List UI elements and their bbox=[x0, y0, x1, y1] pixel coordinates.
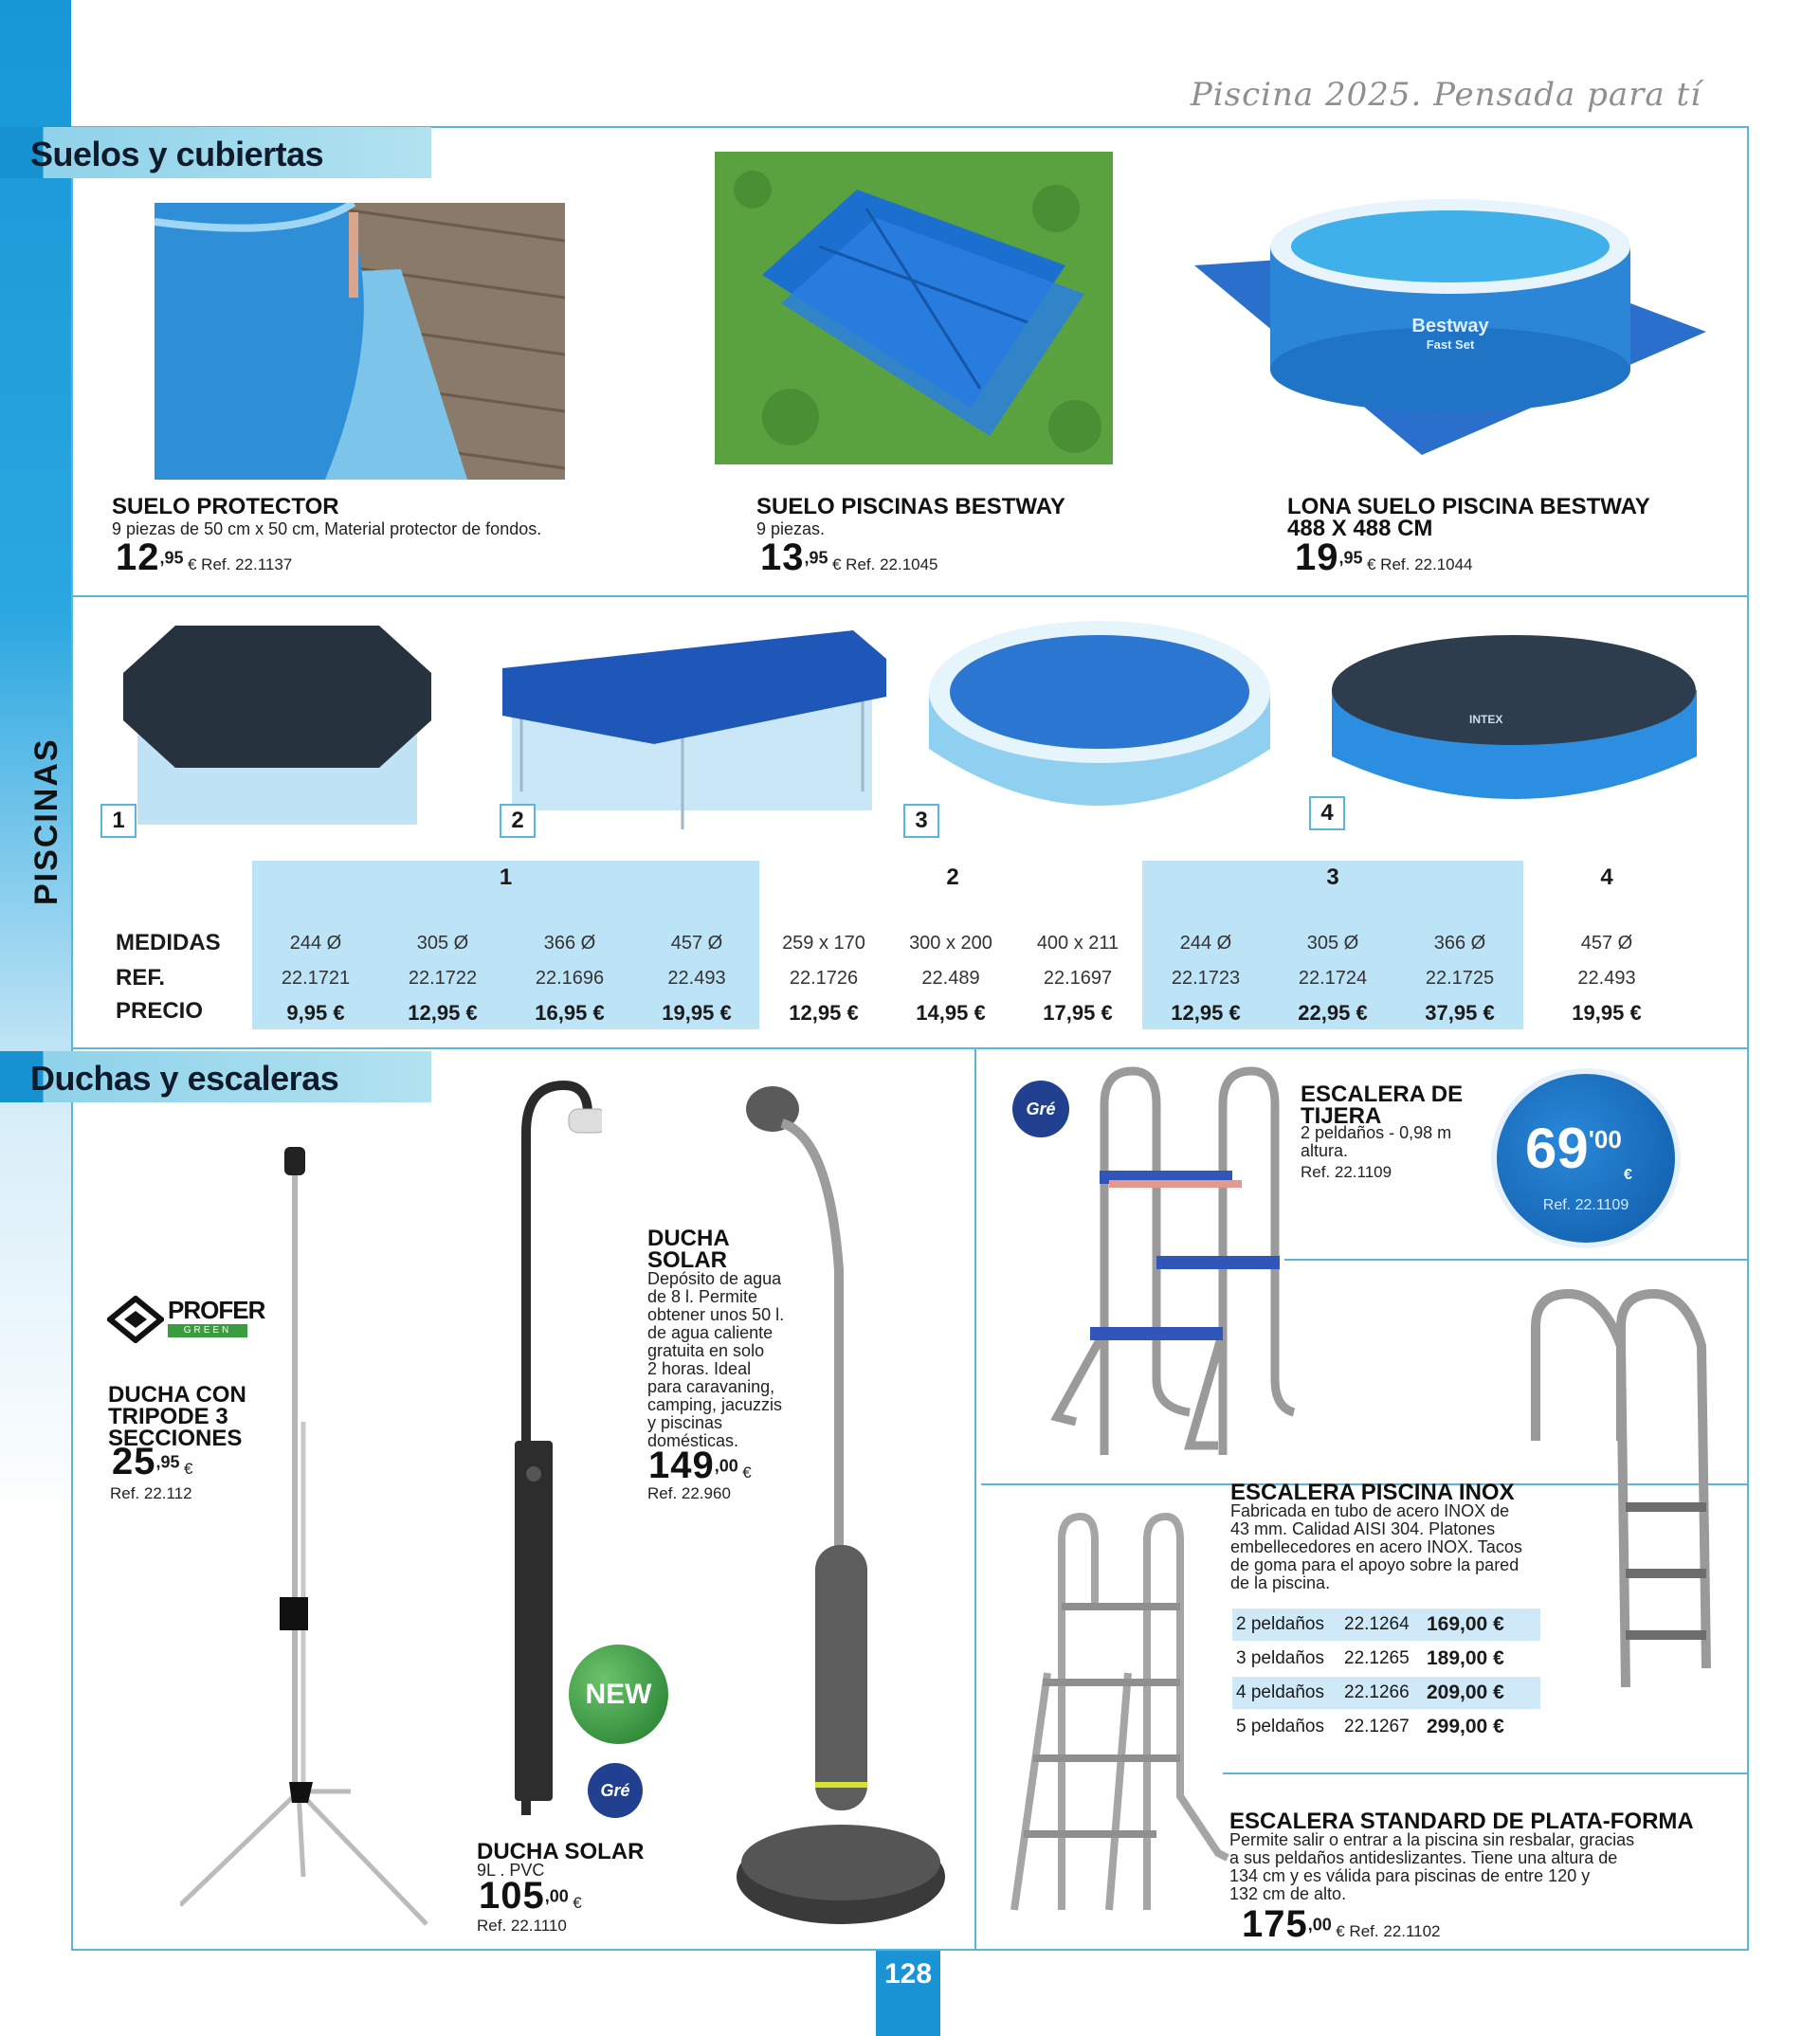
ducha-solar-1-desc: Depósito de agua de 8 l. Permite obtener unos 50 l. de agua caliente gratuita en solo 2 horas. Ideal para caravaning, camping, jacuzzis y piscinas domésticas. bbox=[647, 1269, 785, 1450]
cover-col-11-precio: 19,95 € bbox=[1572, 1001, 1642, 1025]
cover-col-6-precio: 14,95 € bbox=[916, 1001, 986, 1025]
page-number: 128 bbox=[876, 1951, 940, 2036]
cover-col-4-precio: 19,95 € bbox=[662, 1001, 732, 1025]
new-badge: NEW bbox=[569, 1645, 668, 1744]
cover-image-3 bbox=[924, 616, 1275, 825]
inox-row: 5 peldaños 22.1267 299,00 € bbox=[1236, 1716, 1504, 1737]
cover-col-1-precio: 9,95 € bbox=[286, 1001, 345, 1025]
ducha-solar-2-price: 105,00 € bbox=[479, 1875, 582, 1917]
cover-col-3-precio: 16,95 € bbox=[535, 1001, 605, 1025]
page-tagline: Piscina 2025. Pensada para tí bbox=[1190, 76, 1702, 114]
section-tab-floors: Suelos y cubiertas bbox=[0, 127, 431, 178]
suelo-protector-price: 12,95 € Ref. 22.1137 bbox=[116, 536, 293, 578]
escalera-inox-desc: Fabricada en tubo de acero INOX de 43 mm. Calidad AISI 304. Platones embellecedores en acero INOX. Tacos de goma para el apoyo sobre la pared de la piscina. bbox=[1230, 1501, 1522, 1592]
escalera-standard-image bbox=[1005, 1512, 1232, 1919]
suelo-protector-image bbox=[155, 203, 565, 480]
escalera-inox-title: ESCALERA PISCINA INOX bbox=[1230, 1480, 1515, 1505]
cover-col-9-medida: 305 Ø bbox=[1306, 933, 1359, 954]
cover-col-8-ref: 22.1723 bbox=[1171, 968, 1241, 989]
section-side-label: PISCINAS bbox=[28, 737, 64, 905]
suelo-bestway-price: 13,95 € Ref. 22.1045 bbox=[760, 536, 938, 578]
price-sticker: $69^{'00}$ € Ref. 22.1109 bbox=[1491, 1068, 1681, 1248]
ducha-solar-2-title: DUCHA SOLAR bbox=[477, 1839, 645, 1864]
escalera-tijera-desc: 2 peldaños - 0,98 m altura. bbox=[1301, 1123, 1452, 1160]
divider-after-covers bbox=[71, 1047, 1749, 1049]
ducha-tripode-image bbox=[180, 1128, 436, 1934]
cover-col-1-medida: 244 Ø bbox=[289, 933, 342, 954]
cover-col-6-ref: 22.489 bbox=[921, 968, 980, 989]
cover-group-1: 1 bbox=[499, 864, 513, 890]
cover-image-1 bbox=[118, 616, 436, 834]
escalera-standard-price: 175,00 € Ref. 22.1102 bbox=[1242, 1903, 1441, 1945]
cover-image-2 bbox=[502, 621, 886, 829]
cover-col-3-medida: 366 Ø bbox=[543, 933, 596, 954]
escalera-standard-title: ESCALERA STANDARD DE PLATA-FORMA bbox=[1229, 1809, 1694, 1834]
suelo-protector-desc: 9 piezas de 50 cm x 50 cm, Material protector de fondos. bbox=[112, 519, 542, 538]
suelo-bestway-image bbox=[715, 152, 1113, 464]
cover-col-11-medida: 457 Ø bbox=[1580, 933, 1633, 954]
cover-col-2-ref: 22.1722 bbox=[408, 968, 478, 989]
escalera-tijera-ref: Ref. 22.1109 bbox=[1301, 1163, 1392, 1181]
cover-col-10-medida: 366 Ø bbox=[1433, 933, 1486, 954]
escalera-standard-desc: Permite salir o entrar a la piscina sin resbalar, gracias a sus peldaños antideslizantes. Tiene una altura de 134 cm y es válida para piscinas de entre 120 y 132 cm de alto. bbox=[1229, 1830, 1635, 1903]
divider-showers-ladders bbox=[974, 1047, 976, 1951]
escalera-tijera-image bbox=[1038, 1066, 1303, 1455]
lona-bestway-image bbox=[1194, 190, 1706, 455]
divider-ladder-1 bbox=[1284, 1259, 1749, 1261]
ducha-solar-1-price: 149,00 € bbox=[648, 1445, 752, 1486]
lona-bestway-title: LONA SUELO PISCINA BESTWAY 488 X 488 CM bbox=[1287, 494, 1650, 541]
lona-bestway-price: 19,95 € Ref. 22.1044 bbox=[1295, 536, 1473, 578]
cover-col-2-medida: 305 Ø bbox=[416, 933, 469, 954]
side-color-strip bbox=[0, 0, 71, 2036]
cover-image-4 bbox=[1327, 633, 1702, 813]
cover-col-10-ref: 22.1725 bbox=[1425, 968, 1495, 989]
suelo-protector-title: SUELO PROTECTOR bbox=[112, 494, 339, 519]
cover-col-5-medida: 259 x 170 bbox=[782, 933, 865, 954]
cover-col-5-ref: 22.1726 bbox=[789, 968, 859, 989]
cover-group-4: 4 bbox=[1600, 864, 1613, 890]
cover-tag-3: 3 bbox=[903, 804, 939, 838]
cover-row-label-medidas: MEDIDAS bbox=[116, 930, 221, 955]
cover-col-4-medida: 457 Ø bbox=[670, 933, 723, 954]
inox-row: 2 peldaños 22.1264 169,00 € bbox=[1232, 1609, 1540, 1641]
ducha-solar-1-image bbox=[735, 1081, 962, 1934]
cover-tag-4: 4 bbox=[1309, 796, 1345, 830]
cover-row-label-precio: PRECIO bbox=[116, 998, 204, 1024]
divider-after-floors bbox=[71, 595, 1749, 597]
escalera-inox-image bbox=[1517, 1289, 1725, 1687]
ducha-tripode-title: DUCHA CON TRIPODE 3 SECCIONES bbox=[108, 1382, 246, 1451]
cover-col-10-precio: 37,95 € bbox=[1425, 1001, 1495, 1025]
ducha-solar-2-desc: 9L . PVC bbox=[477, 1861, 545, 1880]
gre-logo-shower: Gré bbox=[588, 1763, 643, 1818]
ducha-solar-1-ref: Ref. 22.960 bbox=[647, 1484, 731, 1502]
bestway-logo: Bestway Fast Set bbox=[1411, 316, 1489, 352]
inox-row: 3 peldaños 22.1265 189,00 € bbox=[1236, 1647, 1504, 1669]
profer-logo: PROFER GREEN bbox=[107, 1296, 259, 1343]
suelo-bestway-title: SUELO PISCINAS BESTWAY bbox=[756, 494, 1065, 519]
cover-col-4-ref: 22.493 bbox=[667, 968, 726, 989]
suelo-bestway-desc: 9 piezas. bbox=[756, 519, 826, 538]
cover-row-label-ref: REF. bbox=[116, 965, 166, 991]
cover-col-9-ref: 22.1724 bbox=[1298, 968, 1368, 989]
ducha-solar-2-ref: Ref. 22.1110 bbox=[477, 1917, 567, 1935]
escalera-inox-table bbox=[1232, 1609, 1540, 1743]
section-tab-showers: Duchas y escaleras bbox=[0, 1051, 431, 1102]
cover-col-7-medida: 400 x 211 bbox=[1036, 933, 1119, 954]
escalera-tijera-title: ESCALERA DE TIJERA bbox=[1301, 1082, 1464, 1129]
cover-col-6-medida: 300 x 200 bbox=[909, 933, 992, 954]
ducha-tripode-ref: Ref. 22.112 bbox=[110, 1484, 192, 1502]
cover-col-7-precio: 17,95 € bbox=[1043, 1001, 1113, 1025]
cover-tag-2: 2 bbox=[500, 804, 536, 838]
cover-col-8-precio: 12,95 € bbox=[1171, 1001, 1241, 1025]
inox-row: 4 peldaños 22.1266 209,00 € bbox=[1232, 1677, 1540, 1709]
cover-col-5-precio: 12,95 € bbox=[789, 1001, 859, 1025]
gre-logo-ladder: Gré bbox=[1012, 1081, 1069, 1137]
cover-group-2: 2 bbox=[946, 864, 959, 890]
cover-col-9-precio: 22,95 € bbox=[1298, 1001, 1368, 1025]
cover-tag-1: 1 bbox=[100, 804, 136, 838]
cover-col-7-ref: 22.1697 bbox=[1043, 968, 1113, 989]
divider-ladder-3 bbox=[1223, 1772, 1749, 1774]
cover-col-1-ref: 22.1721 bbox=[281, 968, 351, 989]
ducha-solar-1-title: DUCHA SOLAR bbox=[647, 1226, 730, 1273]
cover-col-2-precio: 12,95 € bbox=[408, 1001, 478, 1025]
cover-col-11-ref: 22.493 bbox=[1577, 968, 1636, 989]
ducha-tripode-price: 25,95 € bbox=[112, 1441, 193, 1482]
cover-group-3: 3 bbox=[1326, 864, 1339, 890]
cover-col-8-medida: 244 Ø bbox=[1179, 933, 1232, 954]
intex-logo: INTEX bbox=[1469, 713, 1503, 726]
cover-col-3-ref: 22.1696 bbox=[535, 968, 605, 989]
